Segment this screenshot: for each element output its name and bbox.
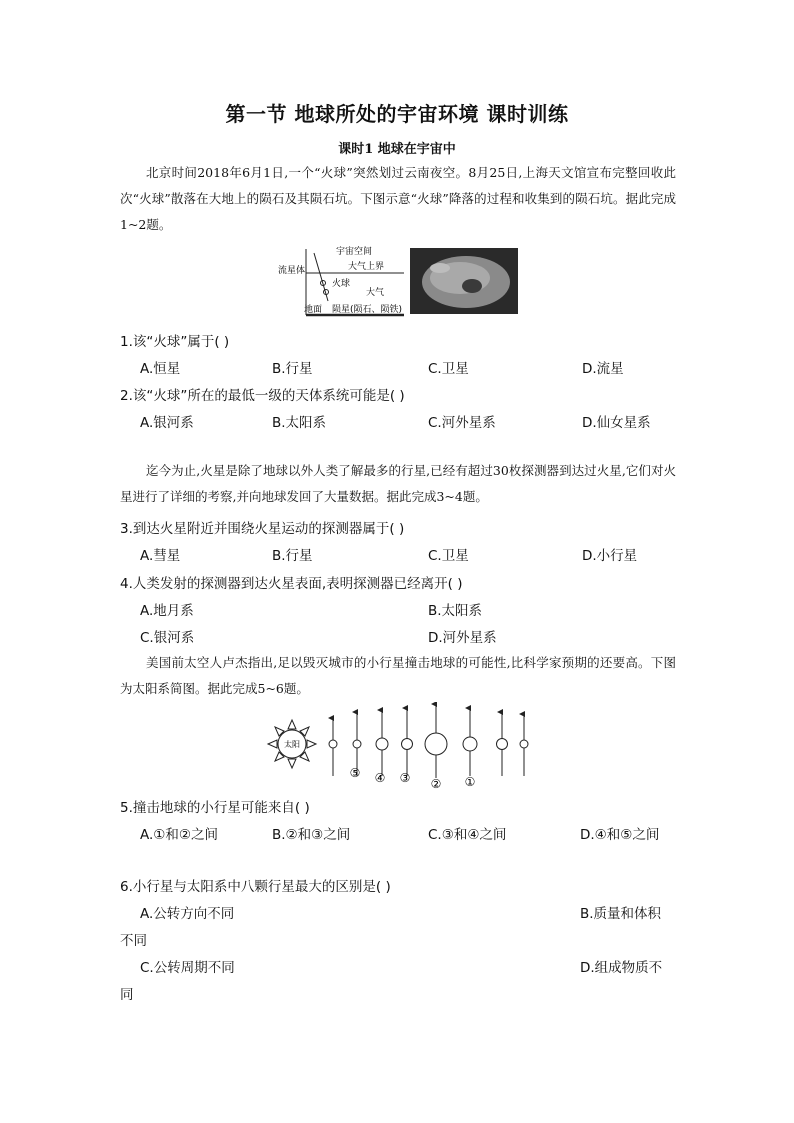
marker-1: ① — [464, 775, 476, 789]
question-4: 4.人类发射的探测器到达火星表面,表明探测器已经离开( ) — [120, 576, 463, 592]
q1-option-a: A.恒星 — [140, 361, 181, 377]
label-ground: 地面 — [304, 305, 323, 315]
q5-option-d: D.④和⑤之间 — [580, 827, 660, 843]
q5-option-b: B.②和③之间 — [272, 827, 351, 843]
marker-3: ③ — [399, 771, 411, 785]
marker-5: ⑤ — [349, 766, 361, 780]
question-5: 5.撞击地球的小行星可能来自( ) — [120, 800, 310, 816]
question-2: 2.该“火球”所在的最低一级的天体系统可能是( ) — [120, 388, 405, 404]
marker-2: ② — [430, 777, 442, 791]
q3-option-d: D.小行星 — [582, 548, 638, 564]
marker-4: ④ — [374, 771, 386, 785]
q3-option-c: C.卫星 — [428, 548, 469, 564]
q3-option-a: A.彗星 — [140, 548, 181, 564]
sun-label: 太阳 — [284, 740, 300, 749]
label-upper-boundary: 大气上界 — [348, 262, 385, 272]
q6-option-c: C.公转周期不同 — [140, 960, 235, 976]
q4-option-a: A.地月系 — [140, 603, 194, 619]
q1-option-b: B.行星 — [272, 361, 313, 377]
label-space: 宇宙空间 — [336, 247, 373, 257]
question-3: 3.到达火星附近并围绕火星运动的探测器属于( ) — [120, 521, 405, 537]
q6-option-a: A.公转方向不同 — [140, 906, 235, 922]
label-meteorite: 陨星(陨石、陨铁) — [332, 305, 403, 315]
q3-option-b: B.行星 — [272, 548, 313, 564]
q2-option-d: D.仙女星系 — [582, 415, 651, 431]
passage-2: 迄今为止,火星是除了地球以外人类了解最多的行星,已经有超过30枚探测器到达过火星,它们对火星进行了详细的考察,并向地球发回了大量数据。据此完成3~4题。 — [120, 463, 676, 504]
q4-option-c: C.银河系 — [140, 630, 195, 646]
q6-option-b: B.质量和体积 — [580, 906, 662, 922]
label-fireball: 火球 — [332, 279, 351, 289]
label-meteoroid: 流星体 — [278, 266, 306, 276]
passage-1: 北京时间2018年6月1日,一个“火球”突然划过云南夜空。8月25日,上海天文馆宣布完整回收此次“火球”散落在大地上的陨石及其陨石坑。下图示意“火球”降落的过程和收集到的陨石坑。据此完成1~2题。 — [120, 165, 676, 232]
q6-option-d-wrap: 同 — [120, 987, 134, 1003]
passage-3: 美国前太空人卢杰指出,足以毁灭城市的小行星撞击地球的可能性,比科学家预期的还要高。下图为太阳系简图。据此完成5~6题。 — [120, 655, 676, 696]
q6-option-d: D.组成物质不 — [580, 960, 663, 976]
question-1: 1.该“火球”属于( ) — [120, 334, 230, 350]
q2-option-b: B.太阳系 — [272, 415, 327, 431]
page-title: 第一节 地球所处的宇宙环境 课时训练 — [225, 102, 569, 126]
q6-option-b-wrap: 不同 — [120, 933, 147, 949]
page-subtitle: 课时1 地球在宇宙中 — [338, 142, 456, 157]
q5-option-a: A.①和②之间 — [140, 827, 218, 843]
q4-option-d: D.河外星系 — [428, 630, 497, 646]
q1-option-d: D.流星 — [582, 361, 624, 377]
q2-option-a: A.银河系 — [140, 415, 194, 431]
q5-option-c: C.③和④之间 — [428, 827, 507, 843]
solar-system-diagram — [262, 702, 538, 794]
label-atmosphere: 大气 — [366, 288, 385, 298]
q4-option-b: B.太阳系 — [428, 603, 483, 619]
q1-option-c: C.卫星 — [428, 361, 469, 377]
q2-option-c: C.河外星系 — [428, 415, 496, 431]
question-6: 6.小行星与太阳系中八颗行星最大的区别是( ) — [120, 879, 391, 895]
crater-photo — [410, 248, 518, 314]
